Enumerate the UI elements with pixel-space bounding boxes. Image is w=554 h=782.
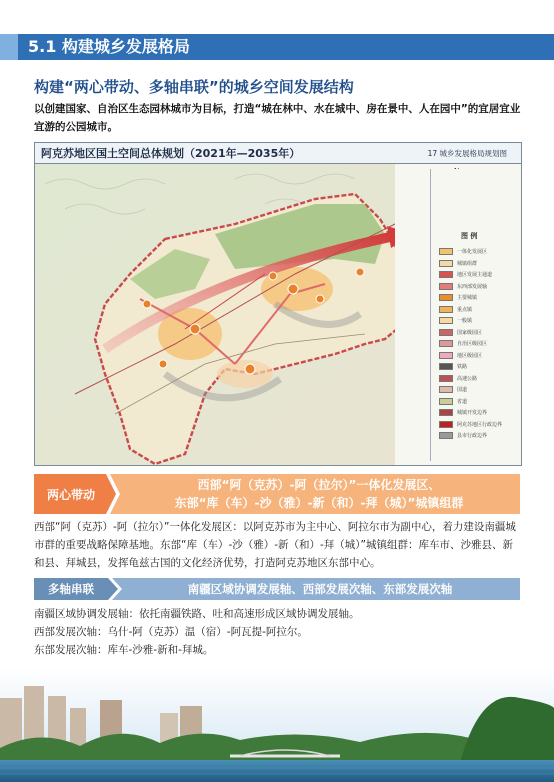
two-centers-text: 西部“阿（克苏）-阿（拉尔）”一体化发展区：以阿克苏市为主中心、阿拉尔市为副中心，着力建设南疆城市群的重要战略保障基地。东部“库（车）-沙（雅）-新（和）-拜（城）”城镇组群：库车市、沙雅县、新和县、拜城县，发挥龟兹古国的文化经济优势，打造阿克苏地区东部中心。 [34,521,516,569]
band1-heading [118,474,520,514]
legend-label: 铁路 [457,364,468,370]
legend-swatch [439,306,453,313]
planning-map [34,142,522,466]
legend-label: 一般镇 [457,318,473,324]
city-photo [0,668,554,782]
legend-label: 重点镇 [457,306,473,313]
legend-label: 国家级园区 [457,329,483,336]
legend-swatch [439,294,453,301]
axes-list [34,605,522,659]
legend-item [439,431,487,440]
legend-label: 东西部发展轴 [457,283,488,290]
intro-text: 以创建国家、自治区生态园林城市为目标，打造“城在林中、水在城中、房在景中、人在园中”的宜居宜业宜游的公园城市。 [34,103,521,133]
legend-swatch [439,432,453,439]
legend-item [439,362,467,371]
legend-item [439,408,487,417]
legend-label: 自治区级园区 [457,341,488,347]
legend-swatch [439,340,453,347]
legend-label: 城镇组群 [457,260,478,267]
legend-swatch [439,248,453,255]
legend-item [439,293,477,302]
section-title: 5.1 构建城乡发展格局 [28,37,190,56]
band2-heading: 南疆区域协调发展轴、西部发展次轴、东部发展次轴 [187,582,453,596]
legend-label: 国道 [457,387,468,393]
map-caption: 17 城乡发展格局规划图 [427,149,507,158]
legend-swatch [439,386,453,393]
legend-swatch [439,317,453,324]
legend-swatch [439,375,453,382]
legend-item [439,270,492,279]
map-legend [430,169,519,461]
legend-item [439,282,487,291]
legend-item [439,397,467,406]
legend-label: 地区发展主通道 [457,272,493,278]
legend-swatch [439,409,453,416]
map-title: 阿克苏地区国土空间总体规划（2021年—2035年） [41,147,301,160]
legend-item [439,247,487,256]
legend-label: 高速公路 [457,375,478,382]
legend-item [439,328,482,337]
legend-swatch [439,271,453,278]
legend-item [439,316,472,325]
band1-line2: 东部“库（车）-沙（雅）-新（和）-拜（城）”城镇组群 [174,496,464,510]
legend-label: 县市行政边界 [457,433,488,439]
legend-swatch [439,398,453,405]
legend-label: 一体化发展区 [457,249,488,255]
legend-item [439,385,467,394]
legend-swatch [439,421,453,428]
legend-label: 阿克苏地区行政边界 [457,421,503,428]
legend-swatch [439,363,453,370]
legend-item [439,351,482,360]
axis-item-1: 南疆区域协调发展轴：依托南疆铁路、吐和高速形成区域协调发展轴。 [34,608,360,620]
legend-label: 城镇开发边界 [457,410,488,416]
map-titlebar [35,143,521,164]
legend-label: 地区级园区 [457,352,483,359]
band2-label: 多轴串联 [48,582,94,596]
page-header [0,0,554,70]
band1-label: 两心带动 [46,487,95,502]
legend-swatch [439,352,453,359]
legend-item [439,339,487,348]
subtitle: 构建“两心带动、多轴串联”的城乡空间发展结构 [34,78,354,96]
legend-item [439,374,477,383]
band1-line1: 西部“阿（克苏）-阿（拉尔）”一体化发展区、 [197,478,441,492]
legend-label: 主要城镇 [457,295,478,301]
axis-item-2: 西部发展次轴：乌什-阿（克苏）温（宿）-阿瓦提-阿拉尔。 [34,626,308,638]
legend-swatch [439,283,453,290]
legend-item [439,259,477,268]
legend-item [439,420,502,429]
axis-item-3: 东部发展次轴：库车-沙雅-新和-拜城。 [34,644,214,656]
legend-item [439,305,472,314]
legend-swatch [439,260,453,267]
legend-swatch [439,329,453,336]
legend-label: 省道 [457,398,468,405]
legend-title: 图 例 [461,232,478,240]
header-accent [0,34,18,60]
